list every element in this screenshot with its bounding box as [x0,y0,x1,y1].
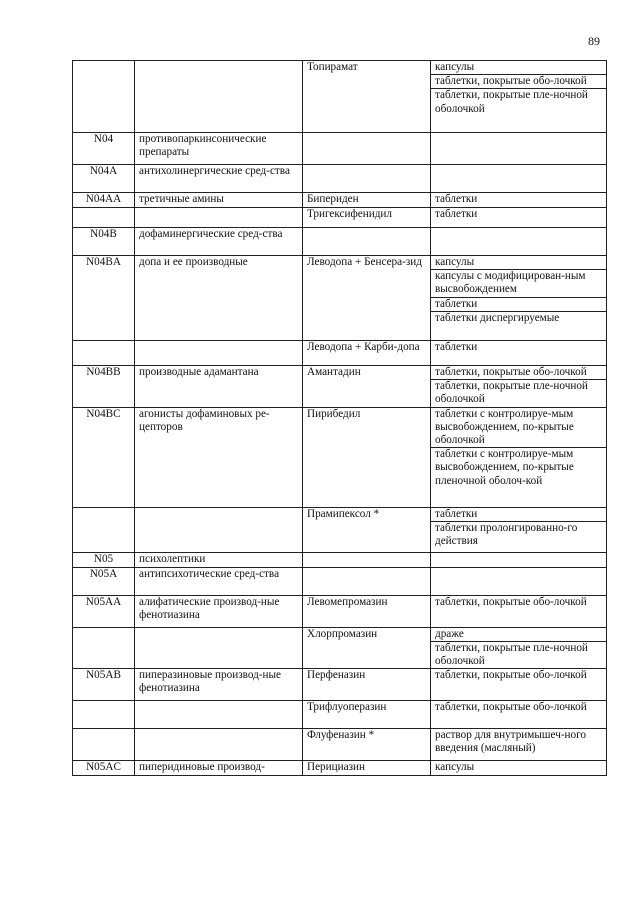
group-name-cell [135,507,303,552]
dosage-form-item: капсулы с модифицирован-ным высвобождением [431,270,606,297]
table-row [73,61,607,133]
drug-name-cell: Амантадин [303,366,431,408]
table-row [73,193,607,208]
dosage-forms-cell [431,61,607,133]
page-number: 89 [588,34,600,48]
dosage-form-item: таблетки, покрытые пле-ночной оболочкой [431,380,606,407]
dosage-forms-list [431,341,606,354]
dosage-form-item: таблетки, покрытые пле-ночной оболочкой [431,641,606,668]
dosage-form-item: таблетки [431,297,606,311]
dosage-form-item: таблетки [435,341,478,353]
group-name-cell: антихолинергические сред-ства [135,165,303,193]
table-row [73,669,607,701]
drug-name-cell: Перфеназин [303,669,431,701]
dosage-forms-list [431,669,606,682]
group-name-cell [135,701,303,729]
atc-code-cell: N05AA [73,595,135,627]
group-name-cell [135,61,303,133]
group-name-cell: пиперидиновые производ- [135,761,303,776]
dosage-forms-list [431,61,606,116]
dosage-forms-cell [431,701,607,729]
dosage-form-item: таблетки [435,507,478,520]
atc-code-cell: N05AB [73,669,135,701]
dosage-form-item: таблетки, покрытые обо-лочкой [435,669,587,682]
dosage-form-item: таблетки с контролируе-мым высвобождением, по-крытые пленочной оболоч-кой [431,448,606,488]
table-row [73,729,607,761]
table-row [73,407,607,507]
dosage-form-item: капсулы [435,256,475,268]
dosage-forms-cell [431,256,607,341]
table-row [73,595,607,627]
dosage-forms-list [431,729,606,755]
dosage-form-item: таблетки пролонгированно-го действия [431,521,606,548]
atc-code-cell [73,341,135,366]
drug-name-cell: Перициазин [303,761,431,776]
drug-name-cell: Бипериден [303,193,431,208]
drug-name-cell: Прамипексол * [303,507,431,552]
group-name-cell: пиперазиновые производ-ные фенотиазина [135,669,303,701]
group-name-cell: антипсихотические сред-ства [135,567,303,595]
atc-code-cell: N04BA [73,256,135,341]
dosage-form-item: таблетки диспергируемые [431,311,606,325]
atc-code-cell: N04 [73,133,135,165]
drug-name-cell: Флуфеназин * [303,729,431,761]
dosage-forms-cell [431,669,607,701]
table-row [73,366,607,408]
table-row [73,208,607,228]
table-row [73,627,607,669]
drug-name-cell [303,552,431,567]
group-name-cell [135,341,303,366]
atc-code-cell: N05AC [73,761,135,776]
drug-name-cell: Левомепромазин [303,595,431,627]
table-row [73,165,607,193]
dosage-forms-cell [431,407,607,507]
dosage-forms-cell [431,761,607,776]
group-name-cell: производные адамантана [135,366,303,408]
atc-code-cell: N04BB [73,366,135,408]
dosage-form-item: таблетки, покрытые обо-лочкой [435,701,587,714]
drug-name-cell: Леводопа + Бенсера-зид [303,256,431,341]
drug-classification-table [72,60,607,776]
atc-code-cell: N04B [73,228,135,256]
dosage-forms-list [431,256,606,325]
dosage-forms-list [431,366,606,407]
dosage-form-item: капсулы [435,61,475,73]
dosage-form-item: таблетки [435,208,478,220]
atc-code-cell [73,61,135,133]
dosage-forms-cell [431,165,607,193]
dosage-forms-list [431,508,606,549]
atc-code-cell: N05A [73,567,135,595]
atc-code-cell: N04A [73,165,135,193]
drug-name-cell: Трифлуоперазин [303,701,431,729]
drug-name-cell [303,228,431,256]
drug-name-cell [303,133,431,165]
atc-code-cell: N05 [73,552,135,567]
dosage-form-item: раствор для внутримышеч-ного введения (масляный) [435,729,587,755]
dosage-forms-cell [431,133,607,165]
drug-name-cell: Хлорпромазин [303,627,431,669]
group-name-cell: дофаминергические сред-ства [135,228,303,256]
dosage-forms-cell [431,507,607,552]
drug-name-cell: Топирамат [303,61,431,133]
atc-code-cell: N04BC [73,407,135,507]
dosage-form-item: таблетки, покрытые пле-ночной оболочкой [431,89,606,116]
table-row [73,761,607,776]
group-name-cell: допа и ее производные [135,256,303,341]
dosage-form-item: таблетки, покрытые обо-лочкой [435,595,587,608]
table-row [73,133,607,165]
atc-code-cell [73,208,135,228]
dosage-forms-list [431,596,606,609]
table-row [73,552,607,567]
group-name-cell: алифатические производ-ные фенотиазина [135,595,303,627]
group-name-cell: противопаркинсонические препараты [135,133,303,165]
atc-code-cell [73,507,135,552]
dosage-forms-list [431,408,606,488]
atc-code-cell [73,627,135,669]
dosage-form-item: таблетки с контролируе-мым высвобождением, по-крытые оболочкой [435,407,574,447]
dosage-forms-cell [431,552,607,567]
dosage-form-item: таблетки, покрытые обо-лочкой [431,75,606,89]
dosage-forms-cell [431,341,607,366]
atc-code-cell [73,701,135,729]
dosage-forms-cell [431,193,607,208]
drug-name-cell [303,165,431,193]
dosage-forms-list [431,701,606,714]
group-name-cell [135,627,303,669]
dosage-forms-cell [431,729,607,761]
dosage-form-item: таблетки [435,193,478,205]
group-name-cell: психолептики [135,552,303,567]
dosage-forms-list [431,761,606,774]
table-row [73,701,607,729]
dosage-forms-list [431,193,606,206]
dosage-forms-cell [431,228,607,256]
table-row [73,341,607,366]
group-name-cell [135,208,303,228]
dosage-forms-cell [431,595,607,627]
table-row [73,567,607,595]
group-name-cell: третичные амины [135,193,303,208]
table-row [73,256,607,341]
dosage-form-item: драже [435,627,464,640]
drug-name-cell: Тригексифенидил [303,208,431,228]
atc-code-cell: N04AA [73,193,135,208]
table-row [73,228,607,256]
group-name-cell [135,729,303,761]
table-row [73,507,607,552]
dosage-forms-list [431,628,606,669]
dosage-forms-cell [431,627,607,669]
drug-name-cell [303,567,431,595]
group-name-cell: агонисты дофаминовых ре-цепторов [135,407,303,507]
dosage-forms-cell [431,567,607,595]
drug-name-cell: Леводопа + Карби-допа [303,341,431,366]
dosage-forms-list [431,208,606,221]
atc-code-cell [73,729,135,761]
dosage-form-item: капсулы [435,761,475,774]
dosage-forms-cell [431,366,607,408]
drug-name-cell: Пирибедил [303,407,431,507]
dosage-form-item: таблетки, покрытые обо-лочкой [435,366,587,378]
dosage-forms-cell [431,208,607,228]
